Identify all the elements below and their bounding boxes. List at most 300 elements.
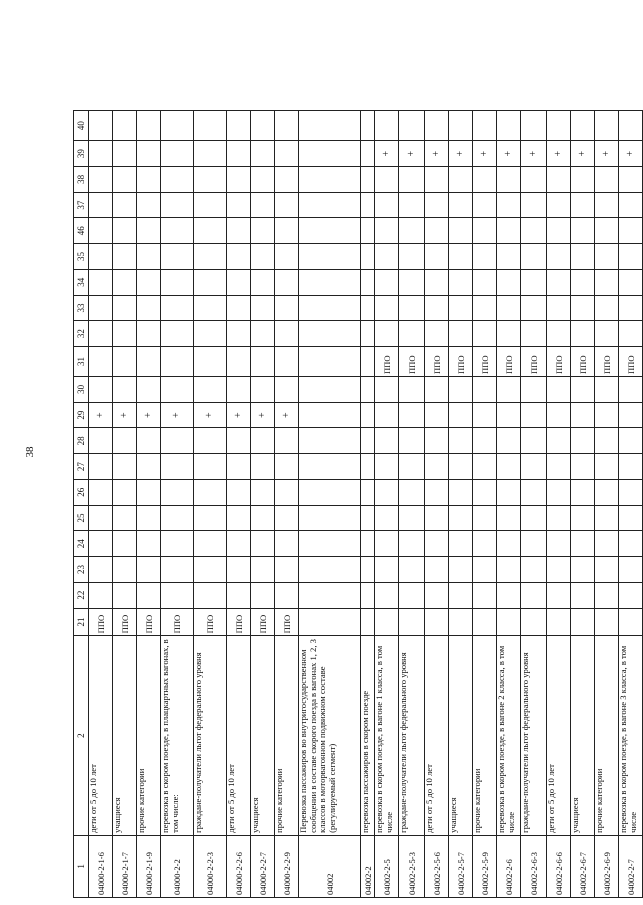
table-row [473,111,497,898]
column-header: 27 [74,454,89,480]
cell-38 [137,167,161,193]
cell-26 [194,479,227,505]
row-code: 04002-2-5-3 [399,835,425,897]
cell-29: + [251,402,275,428]
cell-39 [227,141,251,167]
column-header: 38 [74,167,89,193]
cell-34 [194,269,227,295]
cell-23 [425,557,449,583]
row-code: 04000-2-2-7 [251,835,275,897]
cell-26 [113,479,137,505]
cell-34 [251,269,275,295]
cell-31 [299,347,361,377]
cell-26 [425,479,449,505]
cell-21 [521,608,547,636]
cell-40 [251,111,275,141]
cell-46 [449,218,473,244]
cell-37 [521,192,547,218]
cell-27 [571,454,595,480]
row-name: учащиеся [251,636,275,835]
cell-27 [399,454,425,480]
row-code: 04002-2-6-3 [521,835,547,897]
cell-33 [113,295,137,321]
cell-29 [399,402,425,428]
cell-29: + [137,402,161,428]
cell-35 [194,244,227,270]
row-name: граждане-получатели льгот федерального уровня [194,636,227,835]
cell-26 [521,479,547,505]
cell-46 [547,218,571,244]
cell-33 [361,295,375,321]
cell-38 [595,167,619,193]
cell-26 [595,479,619,505]
table-row [619,111,643,898]
cell-25 [137,505,161,531]
cell-34 [137,269,161,295]
cell-34 [227,269,251,295]
cell-34 [113,269,137,295]
cell-28 [251,428,275,454]
table-body [74,111,643,898]
cell-39 [299,141,361,167]
cell-33 [194,295,227,321]
row-code: 04002-2-6-7 [571,835,595,897]
cell-24 [473,531,497,557]
cell-25 [571,505,595,531]
cell-28 [375,428,399,454]
cell-37 [89,192,113,218]
cell-46 [361,218,375,244]
cell-21 [361,608,375,636]
column-header: 32 [74,321,89,347]
cell-35 [137,244,161,270]
row-code: 04000-2-1-6 [89,835,113,897]
cell-23 [571,557,595,583]
cell-38 [89,167,113,193]
cell-28 [299,428,361,454]
cell-31 [251,347,275,377]
cell-25 [449,505,473,531]
cell-40 [361,111,375,141]
cell-40 [399,111,425,141]
cell-40 [425,111,449,141]
column-header: 21 [74,608,89,636]
column-header: 37 [74,192,89,218]
cell-40 [547,111,571,141]
cell-38 [521,167,547,193]
cell-35 [299,244,361,270]
cell-30 [521,377,547,403]
cell-39: + [547,141,571,167]
cell-24 [449,531,473,557]
table-row [497,111,521,898]
cell-29: + [194,402,227,428]
cell-33 [89,295,113,321]
cell-29: + [113,402,137,428]
cell-28 [161,428,194,454]
cell-25 [473,505,497,531]
cell-26 [547,479,571,505]
cell-37 [113,192,137,218]
cell-28 [275,428,299,454]
cell-26 [497,479,521,505]
row-name: прочие категории [595,636,619,835]
cell-46 [425,218,449,244]
row-name: Перевозка пассажиров во внутригосударственном сообщении в составе скорого поезда в вагонах 1, 2, 3 классов в моторвагонном подвижном составе (регулируемый сегмент) [299,636,361,835]
row-code: 04000-2-2-3 [194,835,227,897]
cell-32 [194,321,227,347]
cell-39: + [375,141,399,167]
row-code: 04000-2-1-7 [113,835,137,897]
cell-30 [137,377,161,403]
cell-22 [473,582,497,608]
cell-40 [161,111,194,141]
cell-30 [89,377,113,403]
cell-23 [227,557,251,583]
cell-40 [275,111,299,141]
cell-35 [449,244,473,270]
row-name: перевозка пассажиров в скором поезде [361,636,375,835]
cell-22 [375,582,399,608]
cell-23 [595,557,619,583]
cell-22 [137,582,161,608]
cell-35 [399,244,425,270]
cell-28 [399,428,425,454]
table-row [161,111,194,898]
table-row [137,111,161,898]
column-header: 40 [74,111,89,141]
cell-29 [595,402,619,428]
cell-24 [399,531,425,557]
rotated-table-container [73,110,638,898]
cell-33 [571,295,595,321]
cell-24 [137,531,161,557]
cell-37 [299,192,361,218]
cell-21 [399,608,425,636]
cell-38 [227,167,251,193]
table-row [571,111,595,898]
cell-34 [595,269,619,295]
cell-38 [619,167,643,193]
cell-22 [619,582,643,608]
table-row [595,111,619,898]
cell-26 [375,479,399,505]
cell-28 [473,428,497,454]
cell-28 [194,428,227,454]
cell-40 [113,111,137,141]
row-name: дети от 5 до 10 лет [425,636,449,835]
cell-34 [275,269,299,295]
cell-30 [619,377,643,403]
cell-38 [299,167,361,193]
cell-23 [251,557,275,583]
cell-25 [113,505,137,531]
cell-32 [547,321,571,347]
cell-30 [399,377,425,403]
cell-37 [497,192,521,218]
cell-21 [425,608,449,636]
cell-23 [473,557,497,583]
cell-35 [113,244,137,270]
cell-33 [449,295,473,321]
cell-23 [89,557,113,583]
cell-40 [497,111,521,141]
cell-31: ППО [595,347,619,377]
cell-27 [227,454,251,480]
cell-39 [251,141,275,167]
cell-37 [375,192,399,218]
cell-21: ППО [137,608,161,636]
cell-25 [497,505,521,531]
cell-39: + [449,141,473,167]
cell-39 [275,141,299,167]
row-name: учащиеся [571,636,595,835]
cell-24 [113,531,137,557]
cell-32 [619,321,643,347]
row-code: 04002-2-7 [619,835,643,897]
cell-31: ППО [571,347,595,377]
cell-23 [449,557,473,583]
cell-29: + [161,402,194,428]
cell-28 [89,428,113,454]
cell-33 [595,295,619,321]
cell-32 [361,321,375,347]
column-header: 46 [74,218,89,244]
tariff-table [73,110,643,898]
cell-33 [227,295,251,321]
cell-39 [113,141,137,167]
cell-30 [449,377,473,403]
column-header: 26 [74,479,89,505]
cell-37 [361,192,375,218]
cell-26 [299,479,361,505]
cell-23 [137,557,161,583]
cell-30 [227,377,251,403]
cell-21: ППО [161,608,194,636]
cell-21 [449,608,473,636]
cell-35 [361,244,375,270]
cell-26 [89,479,113,505]
cell-39: + [473,141,497,167]
table-row [251,111,275,898]
cell-24 [227,531,251,557]
cell-35 [425,244,449,270]
cell-30 [251,377,275,403]
cell-39: + [521,141,547,167]
cell-37 [595,192,619,218]
cell-39: + [497,141,521,167]
cell-32 [497,321,521,347]
cell-27 [361,454,375,480]
table-row [275,111,299,898]
cell-31: ППО [449,347,473,377]
cell-31: ППО [399,347,425,377]
table-row [227,111,251,898]
cell-24 [275,531,299,557]
cell-32 [399,321,425,347]
cell-29 [299,402,361,428]
page-number: 38 [24,446,36,458]
cell-28 [571,428,595,454]
cell-23 [375,557,399,583]
cell-24 [299,531,361,557]
cell-32 [113,321,137,347]
cell-34 [571,269,595,295]
column-header: 24 [74,531,89,557]
cell-24 [619,531,643,557]
cell-37 [571,192,595,218]
cell-35 [375,244,399,270]
cell-39 [361,141,375,167]
cell-27 [137,454,161,480]
cell-25 [425,505,449,531]
cell-25 [194,505,227,531]
cell-37 [449,192,473,218]
cell-25 [521,505,547,531]
row-code: 04002-2-6 [497,835,521,897]
cell-29: + [275,402,299,428]
cell-27 [275,454,299,480]
cell-30 [375,377,399,403]
cell-21 [619,608,643,636]
cell-22 [595,582,619,608]
row-code: 04002-2-5-7 [449,835,473,897]
row-code: 04000-2-2-9 [275,835,299,897]
cell-28 [619,428,643,454]
cell-46 [571,218,595,244]
cell-28 [227,428,251,454]
cell-34 [361,269,375,295]
cell-23 [113,557,137,583]
cell-46 [194,218,227,244]
cell-22 [275,582,299,608]
cell-33 [473,295,497,321]
cell-21 [299,608,361,636]
cell-24 [425,531,449,557]
cell-22 [251,582,275,608]
row-name: дети от 5 до 10 лет [547,636,571,835]
column-header: 30 [74,377,89,403]
cell-21 [571,608,595,636]
table-row [375,111,399,898]
cell-40 [619,111,643,141]
cell-25 [547,505,571,531]
cell-28 [361,428,375,454]
cell-38 [251,167,275,193]
cell-27 [425,454,449,480]
cell-39: + [571,141,595,167]
row-code: 04002-2-6-6 [547,835,571,897]
cell-30 [113,377,137,403]
cell-27 [521,454,547,480]
table-row [89,111,113,898]
column-header: 22 [74,582,89,608]
cell-27 [375,454,399,480]
cell-37 [194,192,227,218]
cell-27 [619,454,643,480]
cell-22 [194,582,227,608]
cell-33 [275,295,299,321]
cell-33 [161,295,194,321]
cell-38 [113,167,137,193]
cell-21: ППО [89,608,113,636]
cell-37 [251,192,275,218]
row-code: 04002-2 [361,835,375,897]
row-name: дети от 5 до 10 лет [89,636,113,835]
row-name: граждане-получатели льгот федерального уровня [521,636,547,835]
cell-25 [275,505,299,531]
table-frame [73,110,638,898]
cell-40 [299,111,361,141]
cell-40 [595,111,619,141]
cell-32 [521,321,547,347]
cell-26 [361,479,375,505]
cell-29 [425,402,449,428]
row-name: перевозка в скором поезде, в плацкартных вагонах, в том числе: [161,636,194,835]
cell-22 [547,582,571,608]
cell-35 [571,244,595,270]
cell-35 [595,244,619,270]
column-header: 33 [74,295,89,321]
cell-46 [251,218,275,244]
cell-35 [619,244,643,270]
cell-33 [137,295,161,321]
cell-30 [595,377,619,403]
cell-30 [473,377,497,403]
cell-22 [449,582,473,608]
cell-28 [521,428,547,454]
cell-30 [194,377,227,403]
cell-32 [571,321,595,347]
cell-24 [194,531,227,557]
cell-31: ППО [521,347,547,377]
cell-25 [89,505,113,531]
cell-28 [449,428,473,454]
column-header: 25 [74,505,89,531]
cell-39 [89,141,113,167]
cell-40 [194,111,227,141]
cell-34 [299,269,361,295]
cell-25 [595,505,619,531]
cell-29 [497,402,521,428]
cell-35 [473,244,497,270]
row-name: учащиеся [449,636,473,835]
cell-30 [425,377,449,403]
cell-22 [89,582,113,608]
cell-23 [619,557,643,583]
column-header: 34 [74,269,89,295]
row-code: 04002-2-5-9 [473,835,497,897]
cell-32 [89,321,113,347]
cell-22 [113,582,137,608]
cell-21 [547,608,571,636]
cell-38 [275,167,299,193]
row-name: дети от 5 до 10 лет [227,636,251,835]
cell-23 [547,557,571,583]
cell-39: + [595,141,619,167]
cell-37 [399,192,425,218]
cell-23 [161,557,194,583]
cell-34 [619,269,643,295]
cell-30 [275,377,299,403]
cell-40 [227,111,251,141]
cell-33 [251,295,275,321]
cell-35 [497,244,521,270]
cell-32 [275,321,299,347]
row-name: граждане-получатели льгот федерального уровня [399,636,425,835]
cell-38 [361,167,375,193]
cell-39: + [619,141,643,167]
